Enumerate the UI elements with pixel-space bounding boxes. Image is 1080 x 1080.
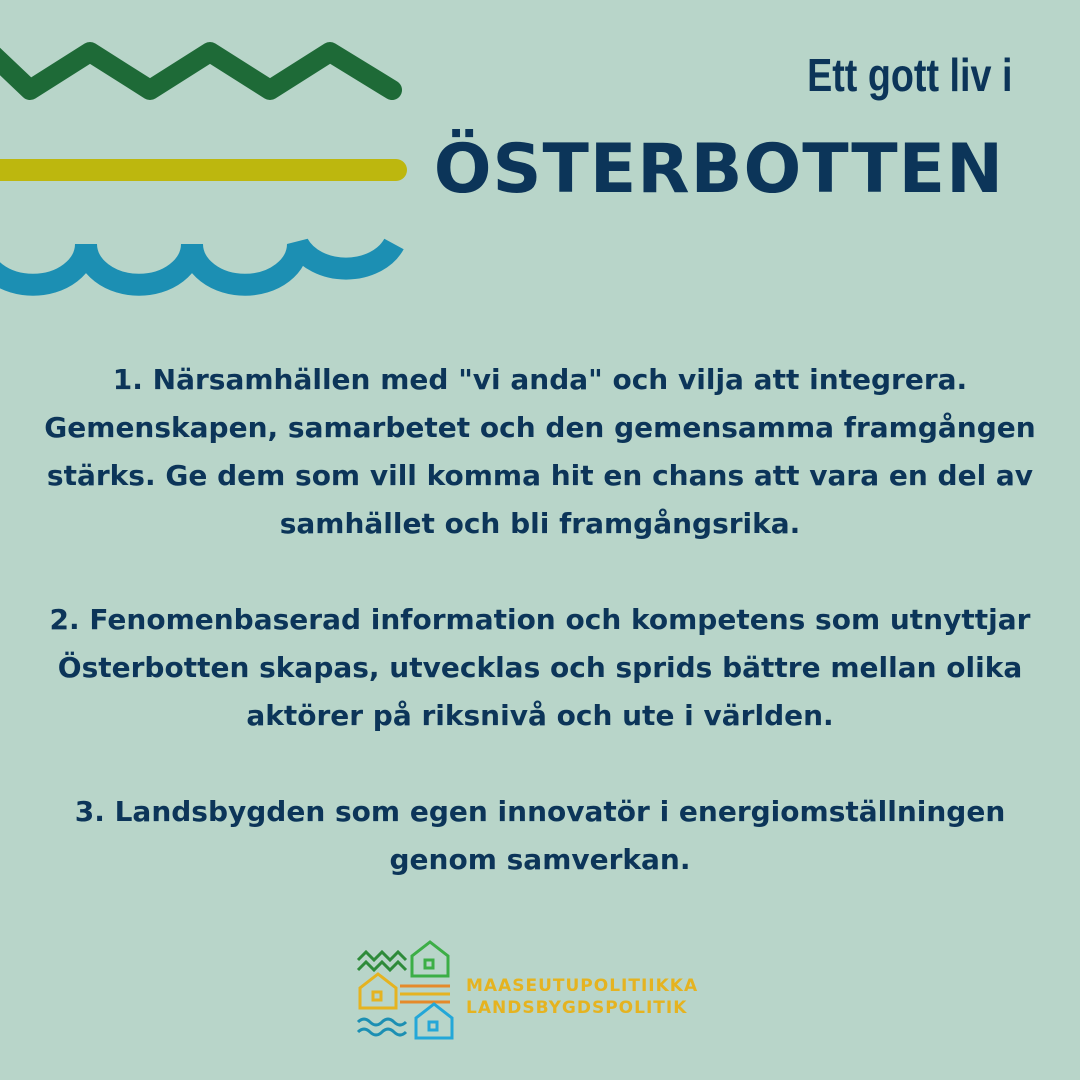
- points-list: [40, 356, 1040, 884]
- title-line-1: Ett gott liv i: [806, 49, 1012, 101]
- logo-line-2: LANDSBYGDSPOLITIK: [466, 998, 688, 1018]
- decorative-lines: [0, 0, 420, 310]
- wave-line: [0, 244, 394, 285]
- logo: [354, 938, 734, 1048]
- zigzag-line: [0, 52, 392, 90]
- point-2: 2. Fenomenbaserad information och kompetens som utnyttjar Österbotten skapas, utvecklas och sprids bättre mellan olika aktörer på riksnivå och ute i världen.: [49, 603, 1031, 732]
- logo-houses-icon: [354, 938, 454, 1043]
- logo-text: [466, 975, 698, 1019]
- point-3: 3. Landsbygden som egen innovatör i energiomställningen genom samverkan.: [74, 795, 1006, 876]
- logo-line-1: MAASEUTUPOLITIIKKA: [466, 976, 699, 996]
- point-1: 1. Närsamhällen med "vi anda" och vilja att integrera. Gemenskapen, samarbetet och den gemensamma framgången stärks. Ge dem som vill komma hit en chans att vara en del av samhället och bli framgångsrika.: [44, 363, 1036, 540]
- title-line-2: ÖSTERBOTTEN: [433, 130, 1004, 209]
